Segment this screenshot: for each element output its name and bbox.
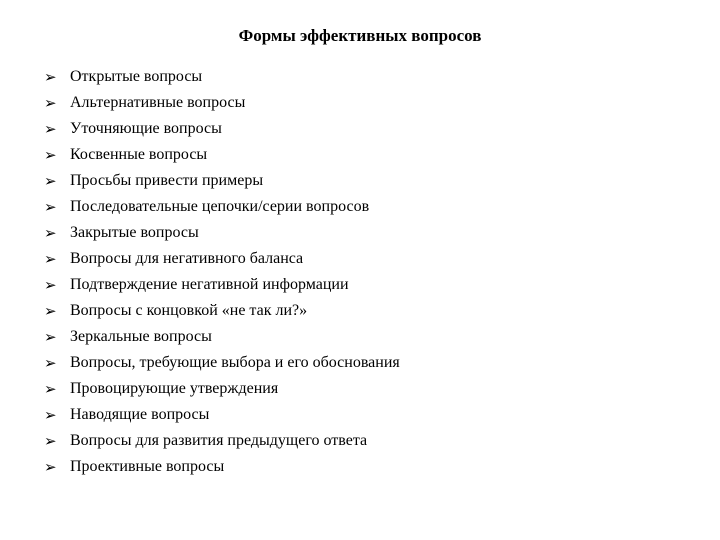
page-title: Формы эффективных вопросов — [238, 26, 482, 45]
list-item-label: Уточняющие вопросы — [70, 120, 222, 137]
list-item — [44, 246, 400, 272]
list-item — [44, 350, 400, 376]
list-item — [44, 90, 400, 116]
question-forms-list — [44, 64, 400, 480]
list-item-label: Наводящие вопросы — [70, 406, 210, 423]
arrowhead-bullet-icon: ➢ — [44, 93, 57, 112]
list-item — [44, 376, 400, 402]
list-item-label: Вопросы с концовкой «не так ли?» — [70, 302, 308, 319]
arrowhead-bullet-icon: ➢ — [44, 405, 57, 424]
list-item — [44, 428, 400, 454]
list-item — [44, 298, 400, 324]
list-item — [44, 116, 400, 142]
list-item — [44, 168, 400, 194]
list-item — [44, 402, 400, 428]
arrowhead-bullet-icon: ➢ — [44, 223, 57, 242]
arrowhead-bullet-icon: ➢ — [44, 119, 57, 138]
list-item-label: Вопросы, требующие выбора и его обоснования — [70, 354, 400, 371]
list-item-label: Подтверждение негативной информации — [70, 276, 349, 293]
arrowhead-bullet-icon: ➢ — [44, 301, 57, 320]
list-item — [44, 454, 400, 480]
arrowhead-bullet-icon: ➢ — [44, 327, 57, 346]
arrowhead-bullet-icon: ➢ — [44, 249, 57, 268]
list-item-label: Вопросы для негативного баланса — [70, 250, 304, 267]
list-item-label: Зеркальные вопросы — [70, 328, 212, 345]
list-item — [44, 64, 400, 90]
arrowhead-bullet-icon: ➢ — [44, 275, 57, 294]
list-item-label: Альтернативные вопросы — [70, 94, 246, 111]
arrowhead-bullet-icon: ➢ — [44, 431, 57, 450]
list-item-label: Косвенные вопросы — [70, 146, 208, 163]
arrowhead-bullet-icon: ➢ — [44, 197, 57, 216]
arrowhead-bullet-icon: ➢ — [44, 67, 57, 86]
arrowhead-bullet-icon: ➢ — [44, 457, 57, 476]
arrowhead-bullet-icon: ➢ — [44, 145, 57, 164]
arrowhead-bullet-icon: ➢ — [44, 353, 57, 372]
list-item — [44, 324, 400, 350]
arrowhead-bullet-icon: ➢ — [44, 379, 57, 398]
list-item-label: Вопросы для развития предыдущего ответа — [70, 432, 368, 449]
list-item-label: Последовательные цепочки/серии вопросов — [70, 198, 370, 215]
list-item-label: Проективные вопросы — [70, 458, 225, 475]
list-item-label: Провоцирующие утверждения — [70, 380, 279, 397]
list-item-label: Открытые вопросы — [70, 68, 203, 85]
list-item — [44, 220, 400, 246]
list-item — [44, 142, 400, 168]
list-item — [44, 194, 400, 220]
list-item-label: Закрытые вопросы — [70, 224, 199, 241]
arrowhead-bullet-icon: ➢ — [44, 171, 57, 190]
list-item-label: Просьбы привести примеры — [70, 172, 264, 189]
list-item — [44, 272, 400, 298]
